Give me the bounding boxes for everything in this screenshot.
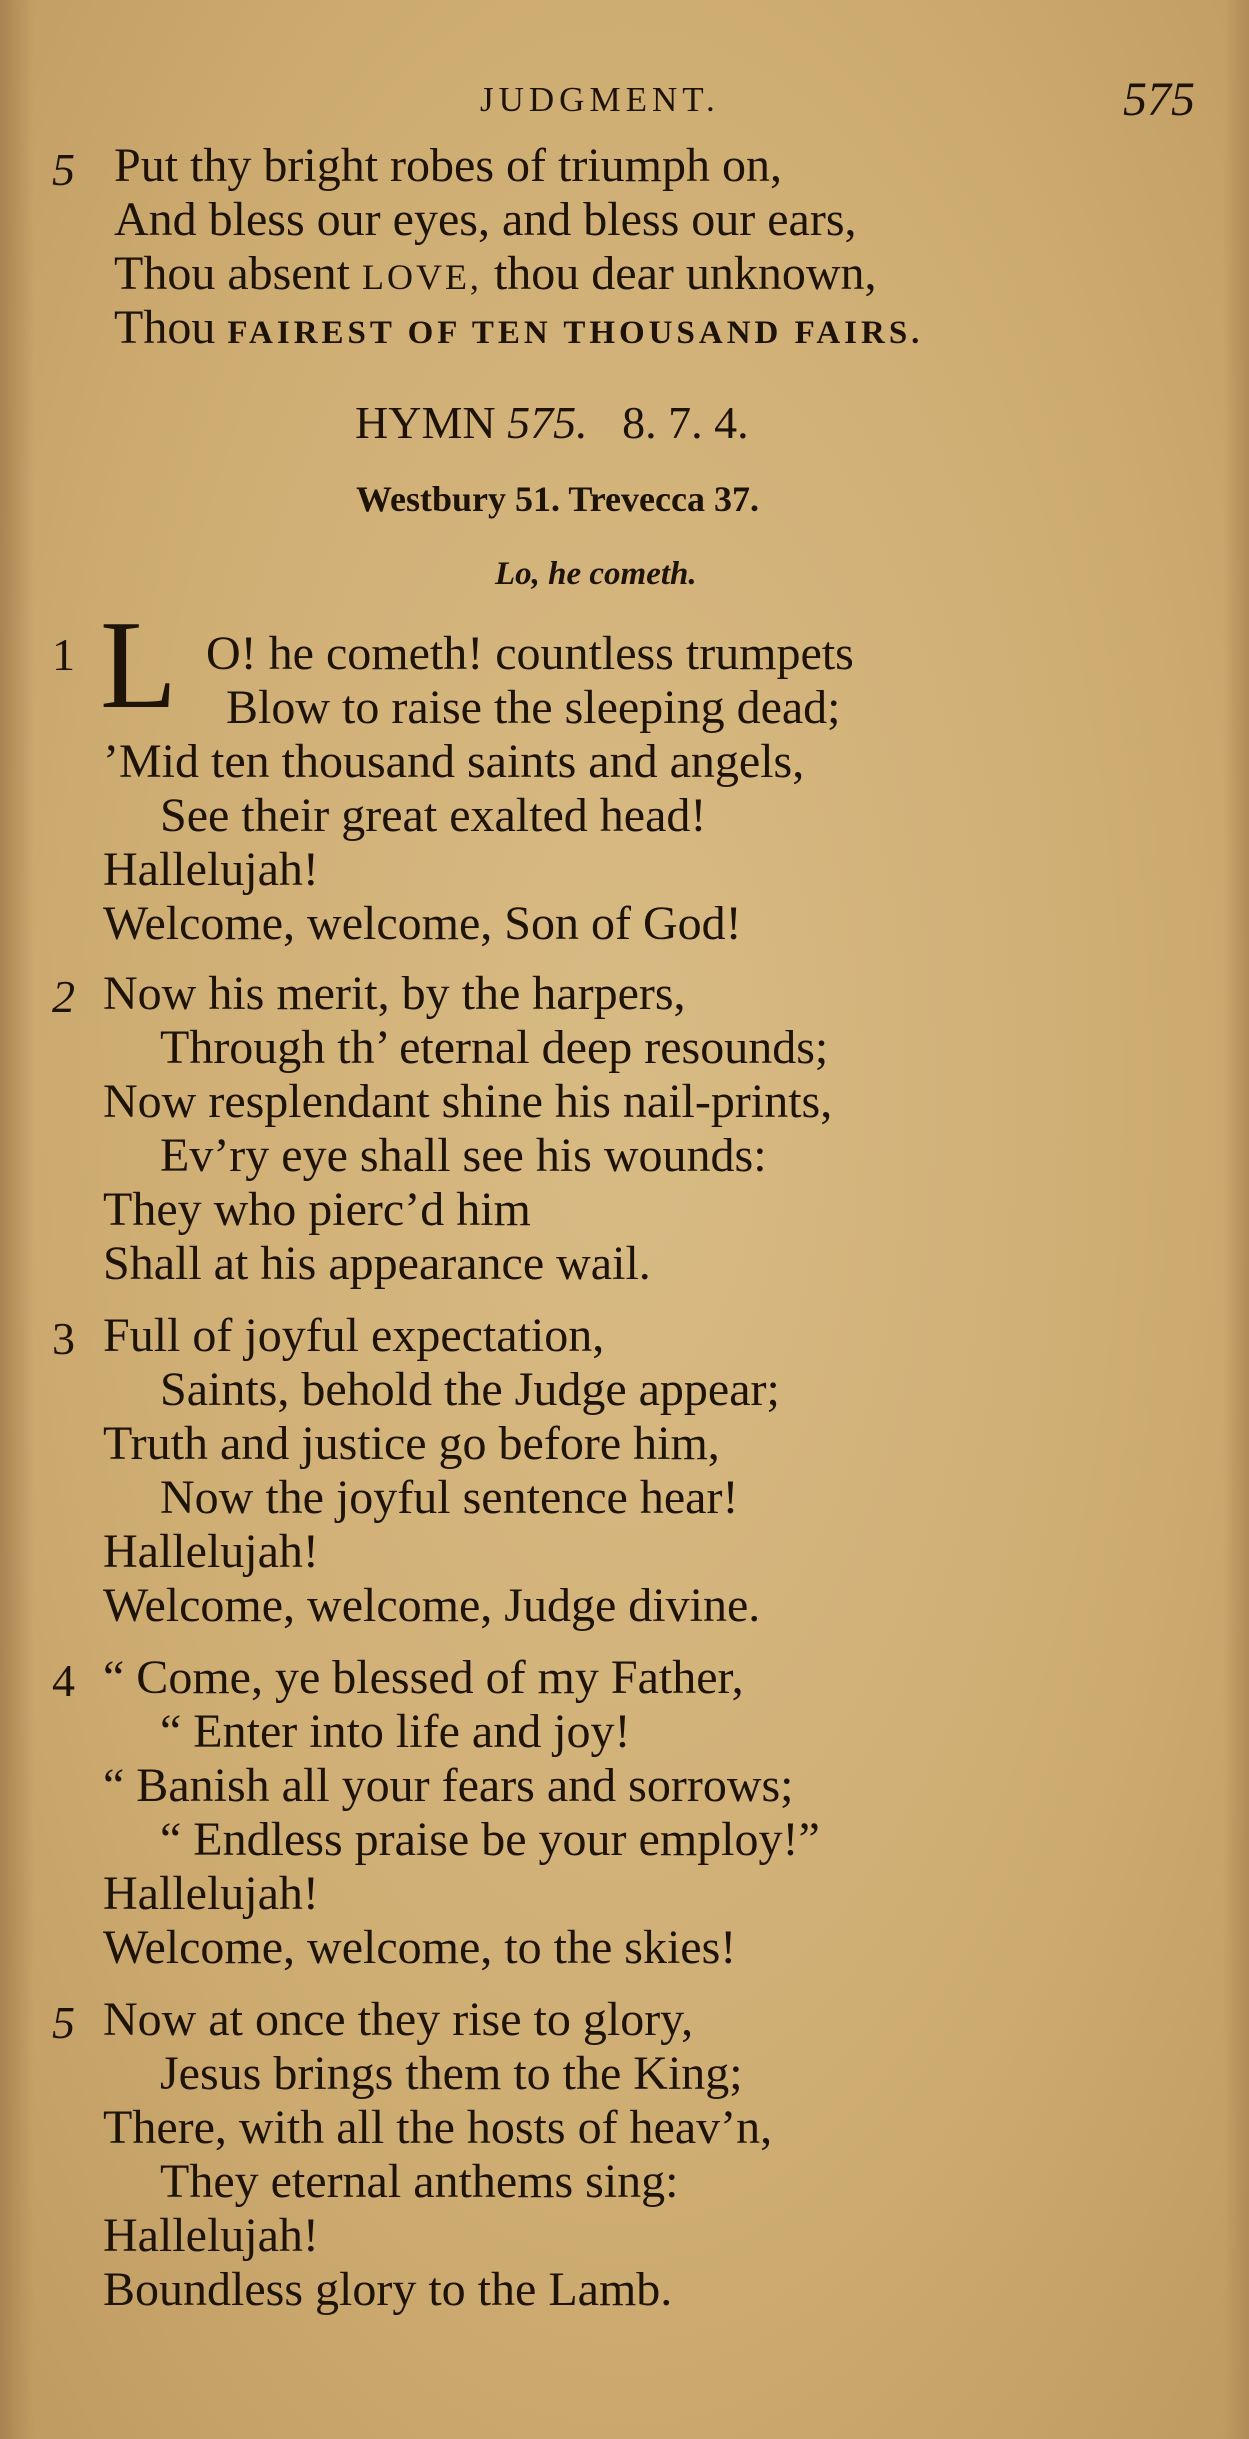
verse-line: “ Come, ye blessed of my Father, bbox=[103, 1651, 744, 1704]
hymn-subtitle: Lo, he cometh. bbox=[495, 556, 697, 592]
verse-line: Full of joyful expectation, bbox=[103, 1309, 605, 1362]
verse-line: Truth and justice go before him, bbox=[103, 1417, 720, 1470]
page-edge-left bbox=[0, 0, 34, 2439]
page-number: 575 bbox=[1123, 73, 1195, 126]
verse-number: 2 bbox=[52, 971, 75, 1022]
verse-line: Thou absent LOVE, thou dear unknown, bbox=[114, 247, 877, 300]
verse-line: Welcome, welcome, Judge divine. bbox=[103, 1579, 761, 1632]
verse-line: There, with all the hosts of heav’n, bbox=[103, 2101, 773, 2154]
verse-line: Welcome, welcome, Son of God! bbox=[103, 897, 742, 950]
verse-number: 1 bbox=[52, 629, 75, 680]
verse-line: Hallelujah! bbox=[103, 1525, 319, 1578]
verse-line: O! he cometh! countless trumpets bbox=[206, 627, 854, 680]
verse-line: Saints, behold the Judge appear; bbox=[160, 1363, 780, 1416]
verse-line: Boundless glory to the Lamb. bbox=[103, 2263, 673, 2316]
running-title: JUDGMENT. bbox=[480, 80, 720, 119]
verse-line: They who pierc’d him bbox=[103, 1183, 531, 1236]
page-edge-right bbox=[1223, 0, 1249, 2439]
verse-line: Thou FAIREST OF TEN THOUSAND FAIRS. bbox=[114, 301, 924, 354]
verse-line: “ Enter into life and joy! bbox=[160, 1705, 631, 1758]
verse-line: Ev’ry eye shall see his wounds: bbox=[160, 1129, 767, 1182]
verse-line: See their great exalted head! bbox=[160, 789, 707, 842]
verse-line: Welcome, welcome, to the skies! bbox=[103, 1921, 737, 1974]
verse-line: Shall at his appearance wail. bbox=[103, 1237, 651, 1290]
verse-line: Blow to raise the sleeping dead; bbox=[226, 681, 841, 734]
verse-line: Now at once they rise to glory, bbox=[103, 1993, 694, 2046]
verse-number: 3 bbox=[52, 1313, 75, 1364]
page-header bbox=[480, 72, 1240, 132]
verse-line: Through th’ eternal deep resounds; bbox=[160, 1021, 829, 1074]
verse-number: 5 bbox=[52, 144, 75, 195]
verse-line: “ Banish all your fears and sorrows; bbox=[103, 1759, 794, 1812]
verse-line: Hallelujah! bbox=[103, 843, 319, 896]
verse-line: And bless our eyes, and bless our ears, bbox=[114, 193, 857, 246]
verse-line: Now the joyful sentence hear! bbox=[160, 1471, 739, 1524]
hymn-title: HYMN 575. 8. 7. 4. bbox=[355, 397, 749, 448]
verse-line: Hallelujah! bbox=[103, 2209, 319, 2262]
verse-line: Now his merit, by the harpers, bbox=[103, 967, 686, 1020]
verse-line: Now resplendant shine his nail-prints, bbox=[103, 1075, 833, 1128]
verse-line: They eternal anthems sing: bbox=[160, 2155, 679, 2208]
verse-line: ’Mid ten thousand saints and angels, bbox=[103, 735, 805, 788]
drop-cap: L bbox=[100, 596, 177, 735]
verse-line: “ Endless praise be your employ!” bbox=[160, 1813, 820, 1866]
verse-number: 5 bbox=[52, 1997, 75, 2048]
tune-names: Westbury 51. Trevecca 37. bbox=[356, 479, 759, 519]
verse-line: Hallelujah! bbox=[103, 1867, 319, 1920]
verse-line: Jesus brings them to the King; bbox=[160, 2047, 743, 2100]
verse-number: 4 bbox=[52, 1655, 75, 1706]
verse-line: Put thy bright robes of triumph on, bbox=[114, 139, 782, 192]
